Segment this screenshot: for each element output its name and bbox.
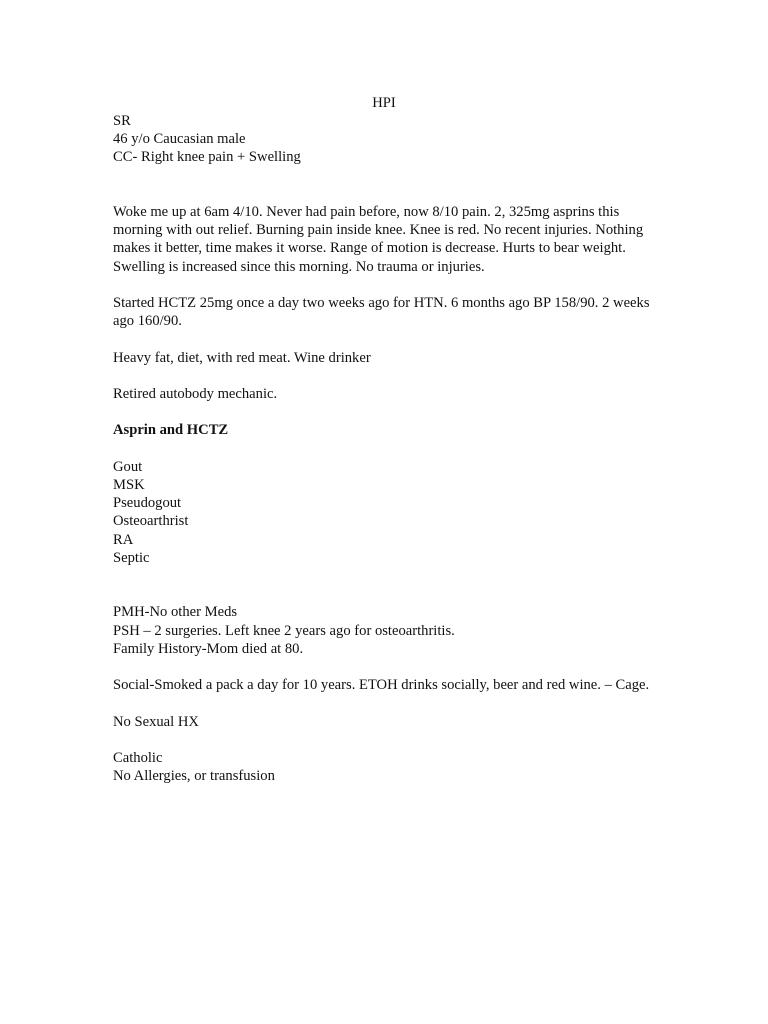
page-title: HPI [372,95,396,111]
spacer [113,731,658,749]
spacer [113,403,658,421]
spacer [113,440,658,458]
medications-paragraph: Started HCTZ 25mg once a day two weeks ago for HTN. 6 months ago BP 158/90. 2 weeks ago 160/90. [113,295,650,330]
past-medical-history: PMH-No other Meds [113,604,238,621]
social-history-paragraph: Social-Smoked a pack a day for 10 years. ETOH drinks socially, beer and red wine. – Cage. [113,677,650,694]
spacer [113,167,658,203]
spacer [113,330,658,348]
diet-line: Heavy fat, diet, with red meat. Wine drinker [113,349,371,366]
list-item: MSK [113,476,145,493]
list-item: Septic [113,549,150,566]
spacer [113,276,658,294]
list-item: Osteoarthrist [113,513,189,530]
spacer [113,694,658,712]
patient-initials: SR [113,113,131,129]
past-surgical-history: PSH – 2 surgeries. Left knee 2 years ago for osteoarthritis. [113,622,455,639]
chief-complaint: CC- Right knee pain + Swelling [113,149,301,166]
spacer [113,367,658,385]
spacer [113,567,658,603]
patient-demographics: 46 y/o Caucasian male [113,131,246,148]
list-item: Pseudogout [113,495,182,512]
hpi-paragraph: Woke me up at 6am 4/10. Never had pain before, now 8/10 pain. 2, 325mg asprins this morning with out relief. Burning pain inside knee. Knee is red. No recent injuries. Nothing makes it better, time makes it worse. Range of motion is decrease. Hurts to bear weight. Swelling is increased since this morning. No trauma or injuries. [113,204,644,275]
allergies-line: No Allergies, or transfusion [113,768,275,785]
family-history: Family History-Mom died at 80. [113,640,304,657]
occupation-line: Retired autobody mechanic. [113,385,278,402]
list-item: Gout [113,458,143,475]
differential-list [113,458,658,567]
list-item: RA [113,531,134,548]
document-body [113,112,658,785]
religion-line: Catholic [113,749,163,766]
spacer [113,658,658,676]
sexual-history-line: No Sexual HX [113,713,199,730]
bold-heading: Asprin and HCTZ [113,422,229,439]
